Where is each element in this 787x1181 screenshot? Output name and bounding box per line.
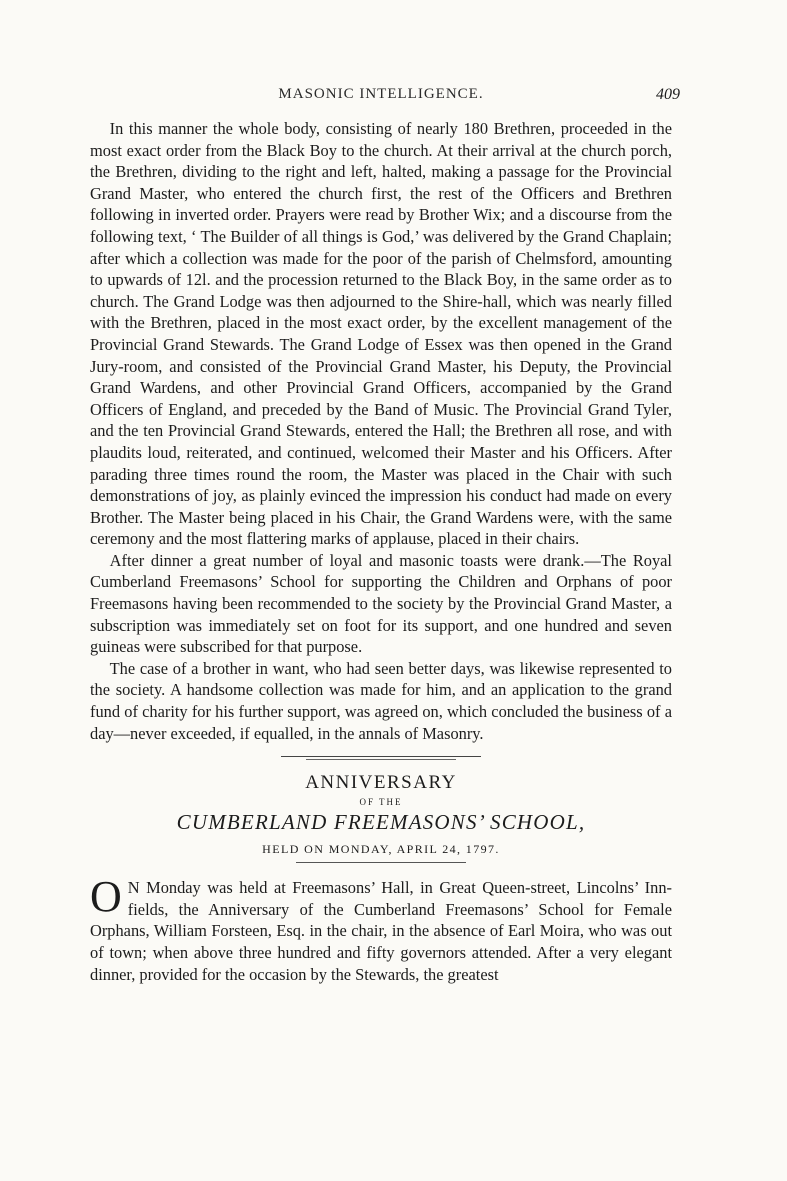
anniversary-body — [90, 872, 672, 985]
section-of-the: OF THE — [359, 797, 403, 808]
document-page — [90, 72, 680, 985]
page-header — [90, 72, 680, 112]
section-subtitle: CUMBERLAND FREEMASONS’ SCHOOL, — [176, 810, 586, 835]
paragraph-brother-in-want: The case of a brother in want, who had seen better days, was likewise represented to the society. A handsome collection was made for him, and an application to the grand fund of charity for his further support, was agreed on, which concluded the business of a day—never exceeded, if equalled, in the annals of Masonry. — [90, 658, 672, 743]
date-underline — [296, 862, 466, 863]
running-title: MASONIC INTELLIGENCE. — [278, 86, 484, 102]
section-divider-thin — [306, 759, 456, 760]
paragraph-dinner: After dinner a great number of loyal and masonic toasts were drank.—The Royal Cumberland Freemasons’ School for supporting the Children and Orphans of poor Freemasons having been recommended to the society by the Provincial Grand Master, a subscription was immediately set on foot for its support, and one hundred and seven guineas were subscribed for that purpose. — [90, 550, 672, 657]
section-title: ANNIVERSARY — [305, 772, 457, 794]
paragraph-anniversary: N Monday was held at Freemasons’ Hall, in Great Queen-street, Lincolns’ Inn-fields, the Anniversary of the Cumberland Freemasons’ School for Female Orphans, William Forsteen, Esq. in the chair, in the absence of Earl Moira, who was out of town; when above three hundred and fifty governors attended. After a very elegant dinner, provided for the occasion by the Stewards, the greatest — [90, 878, 672, 984]
page-number: 409 — [656, 86, 680, 103]
paragraph-procession: In this manner the whole body, consisting of nearly 180 Brethren, proceeded in the most exact order from the Black Boy to the church. At their arrival at the church porch, the Brethren, dividing to the right and left, halted, making a passage for the Provincial Grand Master, who entered the church first, the rest of the Officers and Brethren following in inverted order. Prayers were read by Brother Wix; and a discourse from the following text, ‘ The Builder of all things is God,’ was delivered by the Grand Chaplain; after which a collection was made for the poor of the parish of Chelmsford, amounting to upwards of 12l. and the procession returned to the Black Boy, in the same order as to church. The Grand Lodge was then adjourned to the Shire-hall, which was nearly filled with the Brethren, placed in the most exact order, by the excellent management of the Provincial Grand Stewards. The Grand Lodge of Essex was then opened in the Grand Jury-room, and consisted of the Provincial Grand Master, his Deputy, the Provincial Grand Wardens, and other Provincial Grand Officers, accompanied by the Grand Officers of England, and preceded by the Band of Music. The Provincial Grand Tyler, and the ten Provincial Grand Stewards, entered the Hall; the Brethren all rose, and with plaudits loud, reiterated, and continued, welcomed their Master and his Officers. After parading three times round the room, the Master was placed in the Chair with such demonstrations of joy, as plainly evinced the impression his conduct had made on every Brother. The Master being placed in his Chair, the Grand Wardens were, with the same ceremony and the most flattering marks of applause, placed in their chairs. — [90, 119, 672, 549]
section-date-line: HELD ON MONDAY, APRIL 24, 1797. — [262, 842, 500, 857]
drop-cap: O — [90, 872, 122, 922]
section-divider — [281, 756, 481, 757]
